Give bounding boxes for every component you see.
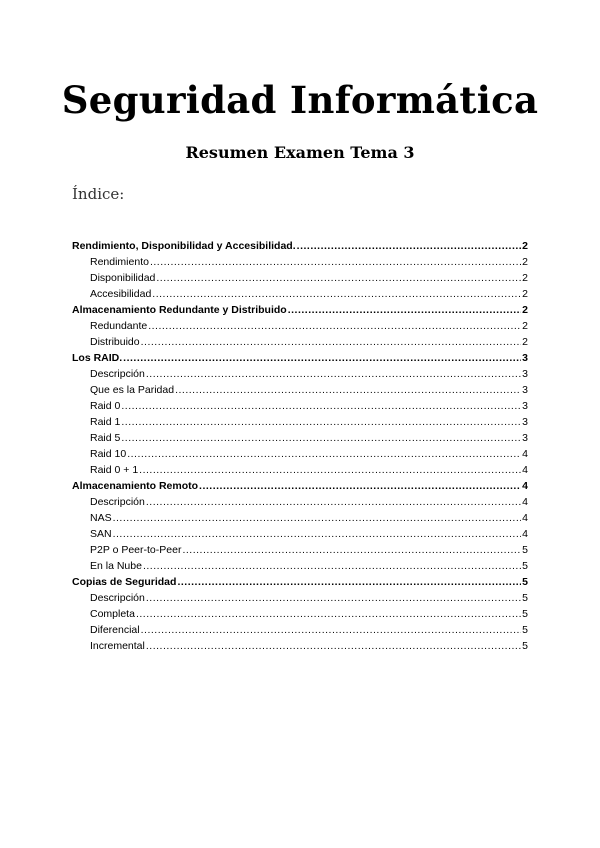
toc-dot-leader (152, 286, 521, 302)
toc-dot-leader (146, 366, 521, 382)
toc-subsection-link[interactable] (72, 590, 528, 606)
toc-entry-label: En la Nube (90, 560, 142, 572)
toc-page-number: 2 (522, 304, 528, 316)
toc-entry-label: Raid 1 (90, 416, 121, 428)
toc-entry-label: Rendimiento, Disponibilidad y Accesibilidad. (72, 240, 296, 252)
toc-subsection-link[interactable] (72, 430, 528, 446)
toc-page-number: 5 (522, 624, 528, 636)
toc-dot-leader (121, 414, 521, 430)
toc-dot-leader (288, 302, 521, 318)
toc-dot-leader (156, 270, 521, 286)
toc-dot-leader (141, 622, 522, 638)
toc-dot-leader (136, 606, 521, 622)
toc-dot-leader (150, 254, 521, 270)
toc-page-number: 3 (522, 384, 528, 396)
toc-dot-leader (199, 478, 521, 494)
toc-page-number: 2 (522, 256, 528, 268)
toc-dot-leader (175, 382, 521, 398)
toc-page-number: 3 (522, 352, 528, 364)
toc-dot-leader (297, 238, 522, 254)
toc-subsection-link[interactable] (72, 334, 528, 350)
toc-dot-leader (146, 590, 521, 606)
toc-dot-leader (121, 430, 521, 446)
toc-subsection-link[interactable] (72, 622, 528, 638)
toc-subsection-link[interactable] (72, 414, 528, 430)
toc-entry-label: Accesibilidad (90, 288, 152, 300)
toc-page-number: 4 (522, 528, 528, 540)
table-of-contents (72, 238, 528, 654)
toc-dot-leader (177, 574, 521, 590)
toc-page-number: 4 (522, 496, 528, 508)
toc-dot-leader (121, 398, 521, 414)
toc-entry-label: Almacenamiento Remoto (72, 480, 199, 492)
toc-entry-label: Raid 5 (90, 432, 121, 444)
toc-subsection-link[interactable] (72, 606, 528, 622)
toc-dot-leader (123, 350, 521, 366)
toc-section-link[interactable] (72, 350, 528, 366)
toc-dot-leader (143, 558, 521, 574)
toc-entry-label: NAS (90, 512, 112, 524)
toc-subsection-link[interactable] (72, 270, 528, 286)
toc-entry-label: Rendimiento (90, 256, 149, 268)
toc-dot-leader (148, 318, 521, 334)
toc-page-number: 5 (522, 640, 528, 652)
toc-dot-leader (113, 510, 522, 526)
toc-entry-label: Descripción (90, 368, 145, 380)
toc-page-number: 5 (522, 560, 528, 572)
toc-subsection-link[interactable] (72, 638, 528, 654)
toc-subsection-link[interactable] (72, 526, 528, 542)
toc-page-number: 5 (522, 544, 528, 556)
toc-entry-label: Disponibilidad (90, 272, 156, 284)
toc-page-number: 5 (522, 576, 528, 588)
toc-page-number: 2 (522, 288, 528, 300)
toc-section-link[interactable] (72, 574, 528, 590)
index-heading: Índice: (72, 185, 125, 203)
toc-entry-label: Descripción (90, 592, 145, 604)
toc-page-number: 4 (522, 480, 528, 492)
toc-page-number: 4 (522, 512, 528, 524)
toc-entry-label: Incremental (90, 640, 145, 652)
toc-entry-label: Raid 0 + 1 (90, 464, 139, 476)
document-title: Seguridad Informática (61, 78, 539, 122)
toc-page-number: 3 (522, 416, 528, 428)
toc-subsection-link[interactable] (72, 494, 528, 510)
toc-entry-label: Copias de Seguridad (72, 576, 177, 588)
toc-section-link[interactable] (72, 302, 528, 318)
toc-entry-label: Raid 10 (90, 448, 127, 460)
toc-subsection-link[interactable] (72, 254, 528, 270)
toc-entry-label: P2P o Peer-to-Peer (90, 544, 182, 556)
toc-subsection-link[interactable] (72, 558, 528, 574)
toc-entry-label: Raid 0 (90, 400, 121, 412)
toc-entry-label: Redundante (90, 320, 148, 332)
toc-dot-leader (139, 462, 521, 478)
toc-entry-label: Los RAID. (72, 352, 123, 364)
toc-subsection-link[interactable] (72, 462, 528, 478)
toc-dot-leader (113, 526, 522, 542)
toc-entry-label: Diferencial (90, 624, 140, 636)
toc-dot-leader (146, 494, 521, 510)
toc-subsection-link[interactable] (72, 446, 528, 462)
toc-page-number: 5 (522, 608, 528, 620)
toc-page-number: 3 (522, 400, 528, 412)
toc-page-number: 2 (522, 272, 528, 284)
toc-subsection-link[interactable] (72, 542, 528, 558)
toc-entry-label: Distribuido (90, 336, 140, 348)
toc-page-number: 5 (522, 592, 528, 604)
toc-entry-label: Descripción (90, 496, 145, 508)
toc-page-number: 2 (522, 336, 528, 348)
toc-subsection-link[interactable] (72, 318, 528, 334)
toc-page-number: 3 (522, 432, 528, 444)
toc-dot-leader (182, 542, 521, 558)
toc-subsection-link[interactable] (72, 286, 528, 302)
toc-page-number: 4 (522, 464, 528, 476)
toc-entry-label: Almacenamiento Redundante y Distribuido (72, 304, 287, 316)
toc-dot-leader (127, 446, 521, 462)
toc-dot-leader (146, 638, 521, 654)
toc-page-number: 2 (522, 320, 528, 332)
toc-page-number: 2 (522, 240, 528, 252)
document-subtitle: Resumen Examen Tema 3 (185, 143, 415, 162)
toc-subsection-link[interactable] (72, 366, 528, 382)
toc-subsection-link[interactable] (72, 398, 528, 414)
toc-section-link[interactable] (72, 478, 528, 494)
toc-page-number: 4 (522, 448, 528, 460)
toc-subsection-link[interactable] (72, 382, 528, 398)
toc-entry-label: Que es la Paridad (90, 384, 175, 396)
toc-page-number: 3 (522, 368, 528, 380)
toc-section-link[interactable] (72, 238, 528, 254)
toc-entry-label: SAN (90, 528, 112, 540)
toc-entry-label: Completa (90, 608, 135, 620)
toc-dot-leader (141, 334, 522, 350)
toc-subsection-link[interactable] (72, 510, 528, 526)
